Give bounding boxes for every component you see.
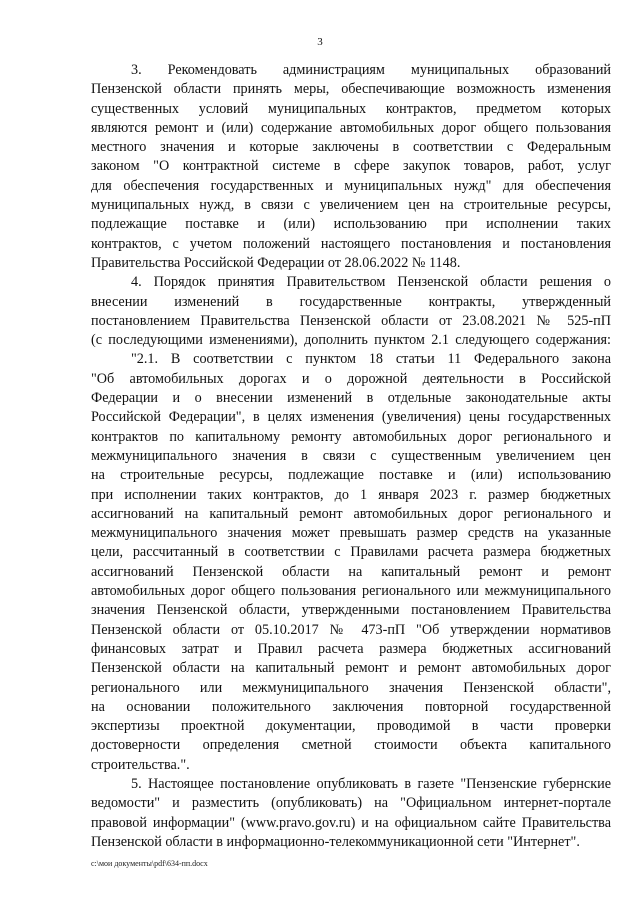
text-line: муниципальных нужд, в связи с увеличением цен на строительные ресурсы, (91, 197, 611, 214)
text-line: регионального или межмуниципального значения Пензенской области", (91, 679, 611, 696)
text-line: местного значения и которые заключены в соответствии с Федеральным (91, 139, 611, 156)
text-line: Правительства Российской Федерации от 28.06.2022 № 1148. (91, 254, 461, 271)
text-line: законом "О контрактной системе в сфере закупок товаров, работ, услуг (91, 158, 611, 175)
document-body (91, 61, 611, 852)
text-line: 5. Настоящее постановление опубликовать в газете "Пензенские губернские (131, 775, 611, 792)
text-line: подлежащие поставке и (или) использованию при исполнении таких (91, 216, 611, 233)
paragraph-2-1 (91, 350, 611, 775)
text-line: экспертизы проектной документации, проводимой в части проверки (91, 718, 611, 735)
text-line: на строительные ресурсы, подлежащие поставке и (или) использованию (91, 467, 611, 484)
text-line: 3. Рекомендовать администрациям муниципальных образований (131, 62, 611, 78)
text-line: "Об автомобильных дорогах и о дорожной деятельности в Российской (91, 370, 611, 387)
text-line: при исполнении таких контрактов, до 1 января 2023 г. размер бюджетных (91, 486, 611, 503)
text-line: строительства.". (91, 756, 190, 773)
text-line: на основании положительного заключения повторной государственной (91, 698, 611, 715)
text-line: Пензенской области на капитальный ремонт и ремонт автомобильных дорог (91, 660, 611, 677)
text-line: достоверности определения сметной стоимости объекта капитального (91, 737, 611, 754)
text-line: "2.1. В соответствии с пунктом 18 статьи 11 Федерального закона (131, 351, 611, 368)
text-line: Федерации и о внесении изменений в отдельные законодательные акты (91, 390, 611, 407)
text-line: внесении изменений в государственные контракты, утвержденный (91, 293, 611, 310)
text-line: межмуниципального значения в связи с существенным увеличением цен (91, 447, 611, 464)
text-line: ассигнований на капитальный ремонт автомобильных дорог регионального и (91, 505, 611, 522)
paragraph-5 (91, 775, 611, 852)
file-path-footer: c:\мои документы\pdf\634-пп.docx (91, 859, 208, 868)
text-line: Пензенской области в информационно-телекоммуникационной сети "Интернет". (91, 833, 580, 850)
text-line: финансовых затрат и Правил расчета размера бюджетных ассигнований (91, 640, 611, 657)
text-line: значения Пензенской области, утвержденными постановлением Правительства (91, 602, 611, 619)
paragraph-3 (91, 61, 611, 273)
text-line: (с последующими изменениями), дополнить пунктом 2.1 следующего содержания: (91, 332, 611, 349)
text-line: Пензенской области от 05.10.2017 № 473-пП "Об утверждении нормативов (91, 621, 611, 638)
text-line: контрактов по капитальному ремонту автомобильных дорог регионального и (91, 428, 611, 445)
text-line: цели, рассчитанный в соответствии с Правилами расчета размера бюджетных (91, 544, 611, 561)
text-line: постановлением Правительства Пензенской области от 23.08.2021 № 525-пП (91, 312, 611, 329)
text-line: автомобильных дорог общего пользования регионального или межмуниципального (91, 583, 611, 600)
text-line: Российской Федерации", в целях изменения (увеличения) цены государственных (91, 409, 611, 426)
text-line: существенных условий муниципальных контрактов, предметом которых (91, 100, 611, 117)
text-line: правовой информации" (www.pravo.gov.ru) и на официальном сайте Правительства (91, 814, 611, 831)
text-line: ведомости" и разместить (опубликовать) на "Официальном интернет-портале (91, 795, 611, 812)
text-line: ассигнований Пензенской области на капитальный ремонт и ремонт (91, 563, 611, 580)
text-line: контрактов, с учетом положений настоящего постановления и постановления (91, 235, 611, 252)
page-number: 3 (317, 36, 323, 48)
text-line: Пензенской области принять меры, обеспечивающие возможность изменения (91, 81, 611, 98)
text-line: 4. Порядок принятия Правительством Пензенской области решения о (131, 274, 611, 291)
text-line: межмуниципального значения может превышать размер средств на указанные (91, 525, 611, 542)
paragraph-4 (91, 273, 611, 350)
text-line: для обеспечения государственных и муниципальных нужд" для обеспечения (91, 177, 611, 194)
text-line: являются ремонт и (или) содержание автомобильных дорог общего пользования (91, 119, 611, 136)
